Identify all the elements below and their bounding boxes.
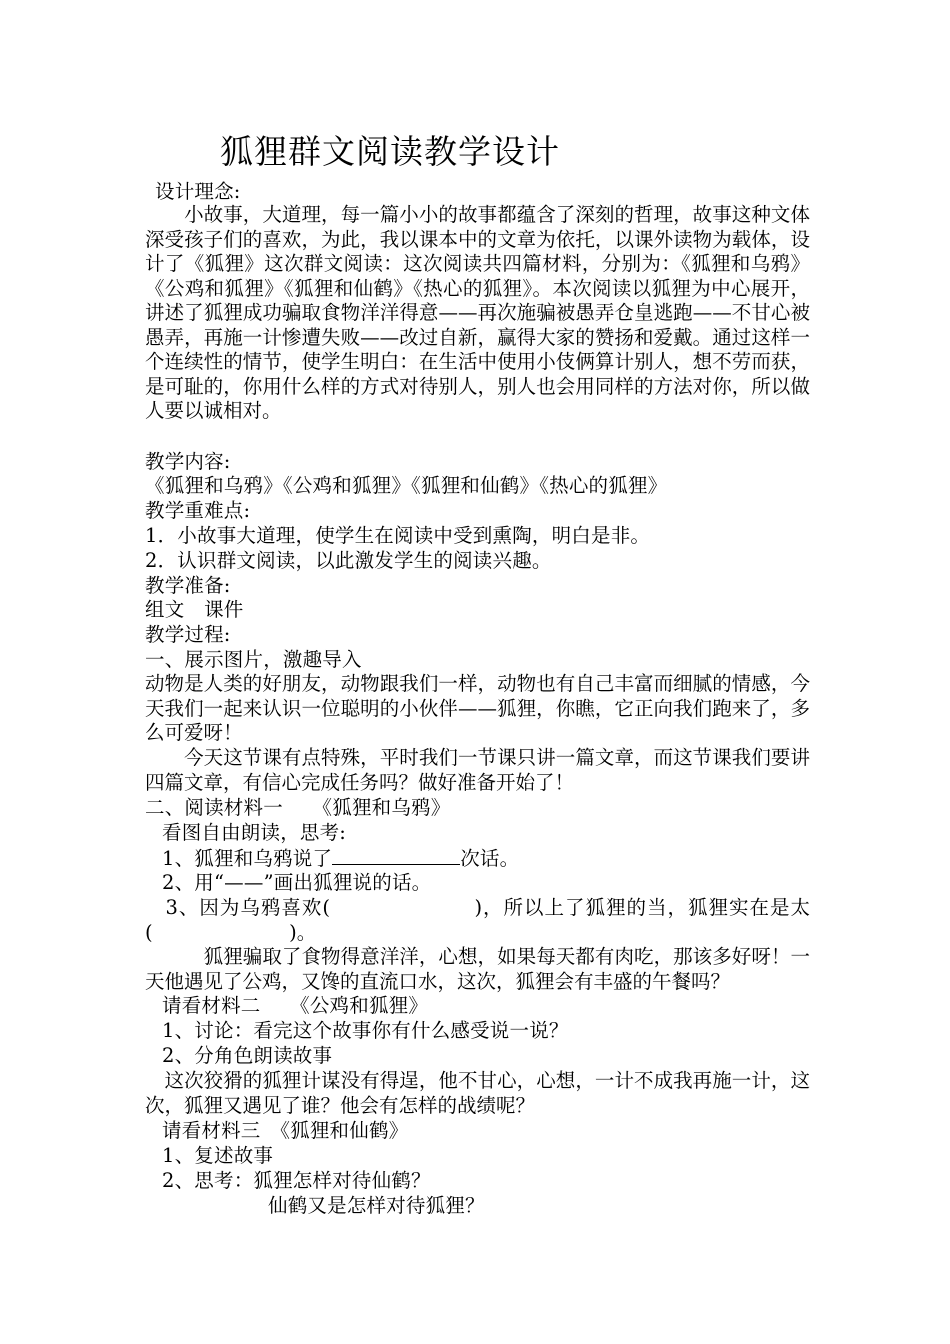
step2-question-1-start: 1、狐狸和乌鸦说了 <box>162 847 333 870</box>
step4-title: 请看材料三 《狐狸和仙鹤》 <box>162 1119 409 1142</box>
content-heading: 教学内容: <box>145 450 231 473</box>
step2-transition: 狐狸骗取了食物得意洋洋，心想，如果每天都有肉吃，那该多好呀！一天他遇见了公鸡，又馋的直流口水，这次，狐狸会有丰盛的午餐吗？ <box>145 945 810 993</box>
step3-title: 请看材料二 《公鸡和狐狸》 <box>162 994 429 1017</box>
step4-question-3: 仙鹤又是怎样对待狐狸？ <box>268 1194 485 1217</box>
step2-question-2: 2、用“——”画出狐狸说的话。 <box>162 871 432 894</box>
key-point-1: 1．小故事大道理，使学生在阅读中受到熏陶，明白是非。 <box>145 524 651 547</box>
step4-question-1: 1、复述故事 <box>162 1144 274 1167</box>
step1-title: 一、展示图片，激趣导入 <box>145 648 362 671</box>
key-point-2: 2．认识群文阅读，以此激发学生的阅读兴趣。 <box>145 549 552 572</box>
step3-transition: 这次狡猾的狐狸计谋没有得逞，他不甘心，心想，一计不成我再施一计，这次，狐狸又遇见了谁？他会有怎样的战绩呢？ <box>145 1069 810 1117</box>
step2-question-1-end: 次话。 <box>460 847 520 870</box>
step4-question-2: 2、思考：狐狸怎样对待仙鹤？ <box>162 1169 431 1192</box>
preparation-text: 组文 课件 <box>145 598 244 621</box>
answer-blank-line <box>332 846 460 865</box>
step2-title: 二、阅读材料一 《狐狸和乌鸦》 <box>145 796 451 819</box>
design-concept-text: 小故事，大道理，每一篇小小的故事都蕴含了深刻的哲理，故事这种文体深受孩子们的喜欢，为此，我以课本中的文章为依托，以课外读物为载体，设计了《狐狸》这次群文阅读：这次阅读共四篇材料，分别为：《狐狸和乌鸦》《公鸡和狐狸》《狐狸和仙鹤》《热心的狐狸》。本次阅读以狐狸为中心展开，讲述了狐狸成功骗取食物洋洋得意——再次施骗被愚弄仓皇逃跑——不甘心被愚弄，再施一计惨遭失败——改过自新，赢得大家的赞扬和爱戴。通过这样一个连续性的情节，使学生明白：在生活中使用小伎俩算计别人，想不劳而获，是可耻的，你用什么样的方式对待别人，别人也会用同样的方法对你，所以做人要以诚相对。 <box>145 203 810 422</box>
step2-question-3: 3、因为乌鸦喜欢( )，所以上了狐狸的当，狐狸实在是太( )。 <box>145 896 810 944</box>
page-title: 狐狸群文阅读教学设计 <box>220 132 560 171</box>
design-concept-heading: 设计理念: <box>155 180 241 203</box>
step3-question-2: 2、分角色朗读故事 <box>162 1044 333 1067</box>
step1-paragraph-1: 动物是人类的好朋友，动物跟我们一样，动物也有自己丰富而细腻的情感，今天我们一起来认识一位聪明的小伙伴——狐狸，你瞧，它正向我们跑来了，多么可爱呀！ <box>145 672 810 744</box>
step2-intro: 看图自由朗读，思考: <box>162 821 347 844</box>
process-heading: 教学过程: <box>145 623 231 646</box>
key-points-heading: 教学重难点: <box>145 499 251 522</box>
preparation-heading: 教学准备: <box>145 574 231 597</box>
step3-question-1: 1、讨论：看完这个故事你有什么感受说一说？ <box>162 1019 569 1042</box>
step1-paragraph-2: 今天这节课有点特殊，平时我们一节课只讲一篇文章，而这节课我们要讲四篇文章，有信心完成任务吗？做好准备开始了！ <box>145 746 810 794</box>
step2-question-1 <box>162 846 519 871</box>
content-text: 《狐狸和乌鸦》《公鸡和狐狸》《狐狸和仙鹤》《热心的狐狸》 <box>145 474 668 497</box>
